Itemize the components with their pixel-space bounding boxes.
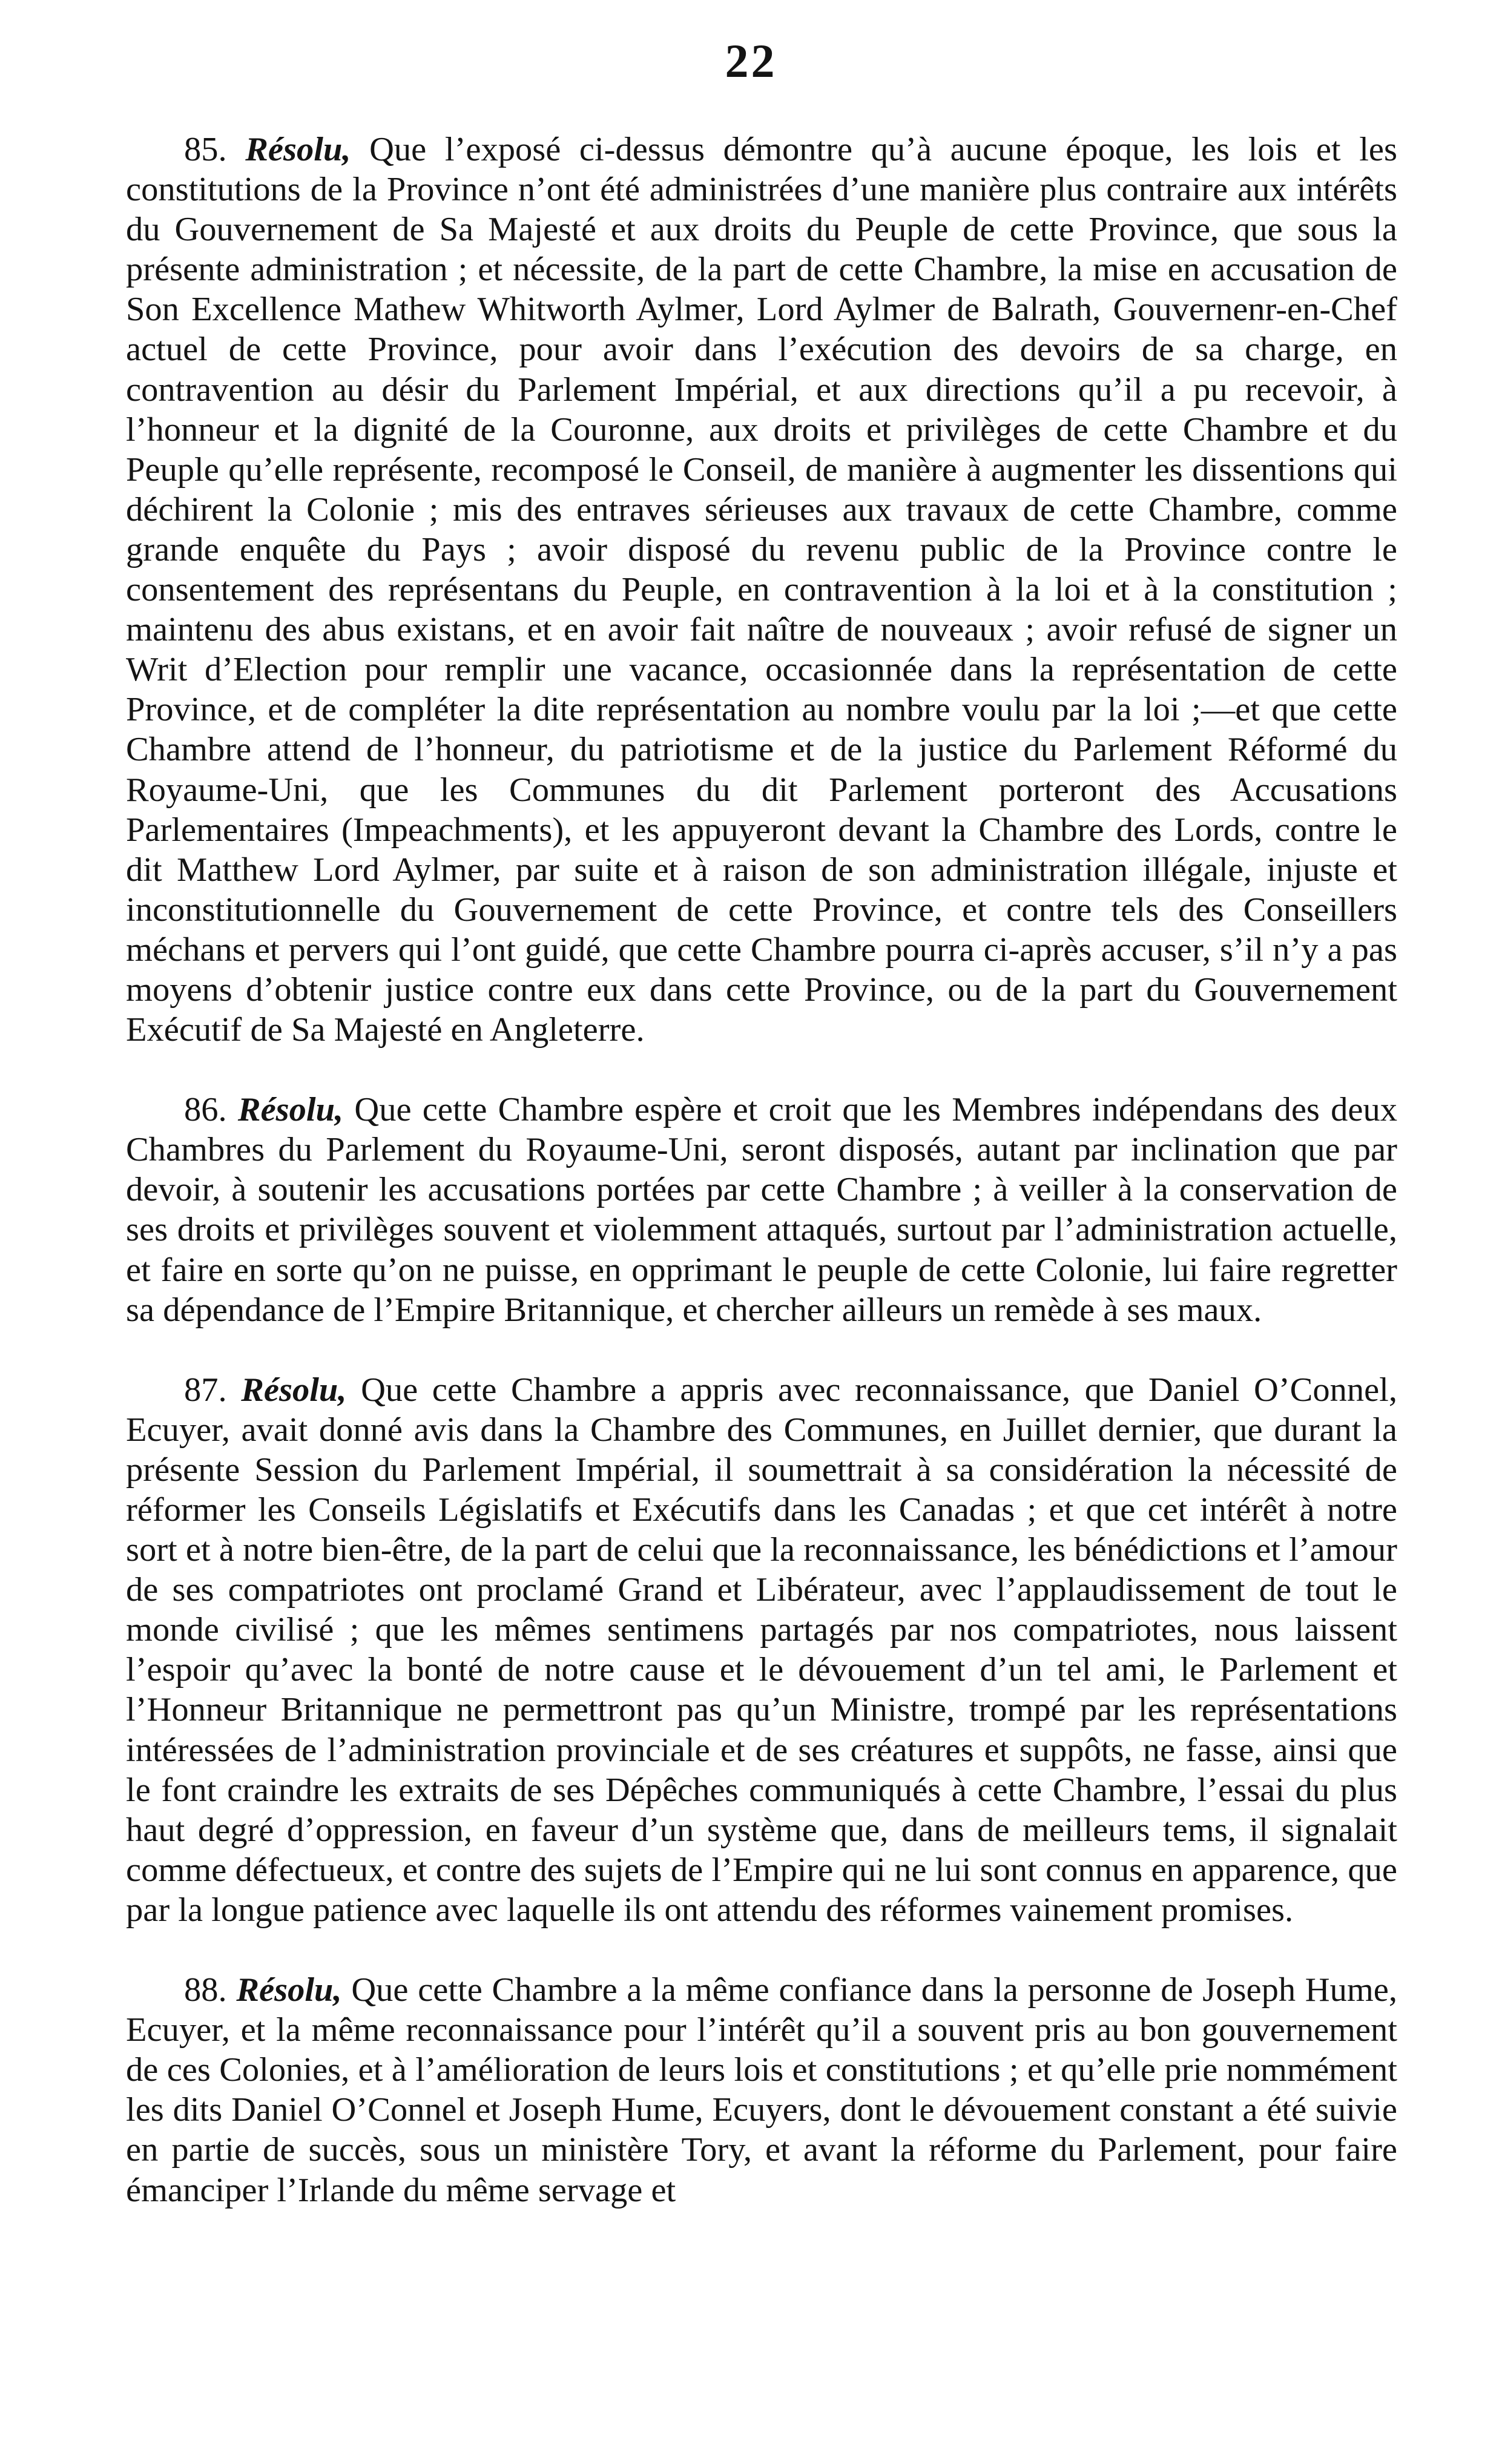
resolution-text: Que cette Chambre a appris avec reconnaissance, que Daniel O’Connel, Ecuyer, avait donné avis dans la Chambre des Communes, en Juillet dernier, que durant la présente Session du Parlement Impérial, il soumettrait à sa considération la nécessité de réformer les Conseils Législatifs et Exécutifs dans les Canadas ; et que cet intérêt à notre sort et à notre bien-être, de la part de celui que la reconnaissance, les bénédictions et l’amour de ses compatriotes ont proclamé Grand et Libérateur, avec l’applaudissement de tout le monde civilisé ; que les mêmes sentimens partagés par nos compatriotes, nous laissent l’espoir qu’avec la bonté de notre cause et le dévouement d’un tel ami, le Parlement et l’Honneur Britannique ne permettront pas qu’un Ministre, trompé par les représentations intéressées de l’administration provinciale et de ses créatures et suppôts, ne fasse, ainsi que le font craindre les extraits de ses Dépêches communiqués à cette Chambre, l’essai du plus haut degré d’oppression, en faveur d’un système que, dans de meilleurs tems, il signalait comme défectueux, et contre des sujets de l’Empire qui ne lui sont connus en apparence, que par la longue patience avec laquelle ils ont attendu des réformes vainement promises. — [126, 1371, 1398, 1929]
resolution-number: 88. — [184, 1971, 227, 2009]
resolution-keyword: Résolu, — [245, 131, 351, 168]
resolution-85 — [126, 130, 1397, 1050]
resolution-88 — [126, 1970, 1397, 2210]
resolution-86 — [126, 1090, 1397, 1330]
resolution-number: 86. — [184, 1091, 227, 1129]
resolution-text: Que l’exposé ci-dessus démontre qu’à aucune époque, les lois et les constitutions de la Province n’ont été administrées d’une manière plus contraire aux intérêts du Gouvernement de Sa Majesté et aux droits du Peuple de cette Province, que sous la présente administration ; et nécessite, de la part de cette Chambre, la mise en accusation de Son Excellence Mathew Whitworth Aylmer, Lord Aylmer de Balrath, Gouvernenr-en-Chef actuel de cette Province, pour avoir dans l’exécution des devoirs de sa charge, en contravention au désir du Parlement Impérial, et aux directions qu’il a pu recevoir, à l’honneur et la dignité de la Couronne, aux droits et privilèges de cette Chambre et du Peuple qu’elle représente, recomposé le Conseil, de manière à augmenter les dissentions qui déchirent la Colonie ; mis des entraves sérieuses aux travaux de cette Chambre, comme grande enquête du Pays ; avoir disposé du revenu public de la Province contre le consentement des représentans du Peuple, en contravention à la loi et à la constitution ; maintenu des abus existans, et en avoir fait naître de nouveaux ; avoir refusé de signer un Writ d’Election pour remplir une vacance, occasionnée dans la représentation de cette Province, et de compléter la dite représentation au nombre voulu par la loi ;—et que cette Chambre attend de l’honneur, du patriotisme et de la justice du Parlement Réformé du Royaume-Uni, que les Communes du dit Parlement porteront des Accusations Parlementaires (Impeachments), et les appuyeront devant la Chambre des Lords, contre le dit Matthew Lord Aylmer, par suite et à raison de son administration illégale, injuste et inconstitutionnelle du Gouvernement de cette Province, et contre tels des Conseillers méchans et pervers qui l’ont guidé, que cette Chambre pourra ci-après accuser, s’il n’y a pas moyens d’obtenir justice contre eux dans cette Province, ou de la part du Gouvernement Exécutif de Sa Majesté en Angleterre. — [126, 131, 1397, 1049]
resolution-keyword: Résolu, — [241, 1371, 347, 1409]
document-body — [126, 130, 1397, 2210]
resolution-number: 85. — [184, 131, 227, 168]
resolution-87 — [126, 1370, 1397, 1930]
resolution-keyword: Résolu, — [236, 1971, 342, 2009]
resolution-text: Que cette Chambre a la même confiance dans la personne de Joseph Hume, Ecuyer, et la même reconnaissance pour l’intérêt qu’il a souvent pris au bon gouvernement de ces Colonies, et à l’amélioration de leurs lois et constitutions ; et qu’elle prie nommément les dits Daniel O’Connel et Joseph Hume, Ecuyers, dont le dévouement constant a été suivie en partie de succès, sous un ministère Tory, et avant la réforme du Parlement, pour faire émanciper l’Irlande du même servage et — [126, 1971, 1398, 2209]
page-number: 22 — [725, 35, 777, 87]
resolution-text: Que cette Chambre espère et croit que les Membres indépendans des deux Chambres du Parlement du Royaume-Uni, seront disposés, autant par inclination que par devoir, à soutenir les accusations portées par cette Chambre ; à veiller à la conservation de ses droits et privilèges souvent et violemment attaqués, surtout par l’administration actuelle, et faire en sorte qu’on ne puisse, en opprimant le peuple de cette Colonie, lui faire regretter sa dépendance de l’Empire Britannique, et chercher ailleurs un remède à ses maux. — [126, 1091, 1398, 1329]
resolution-keyword: Résolu, — [237, 1091, 344, 1129]
resolution-number: 87. — [184, 1371, 227, 1409]
